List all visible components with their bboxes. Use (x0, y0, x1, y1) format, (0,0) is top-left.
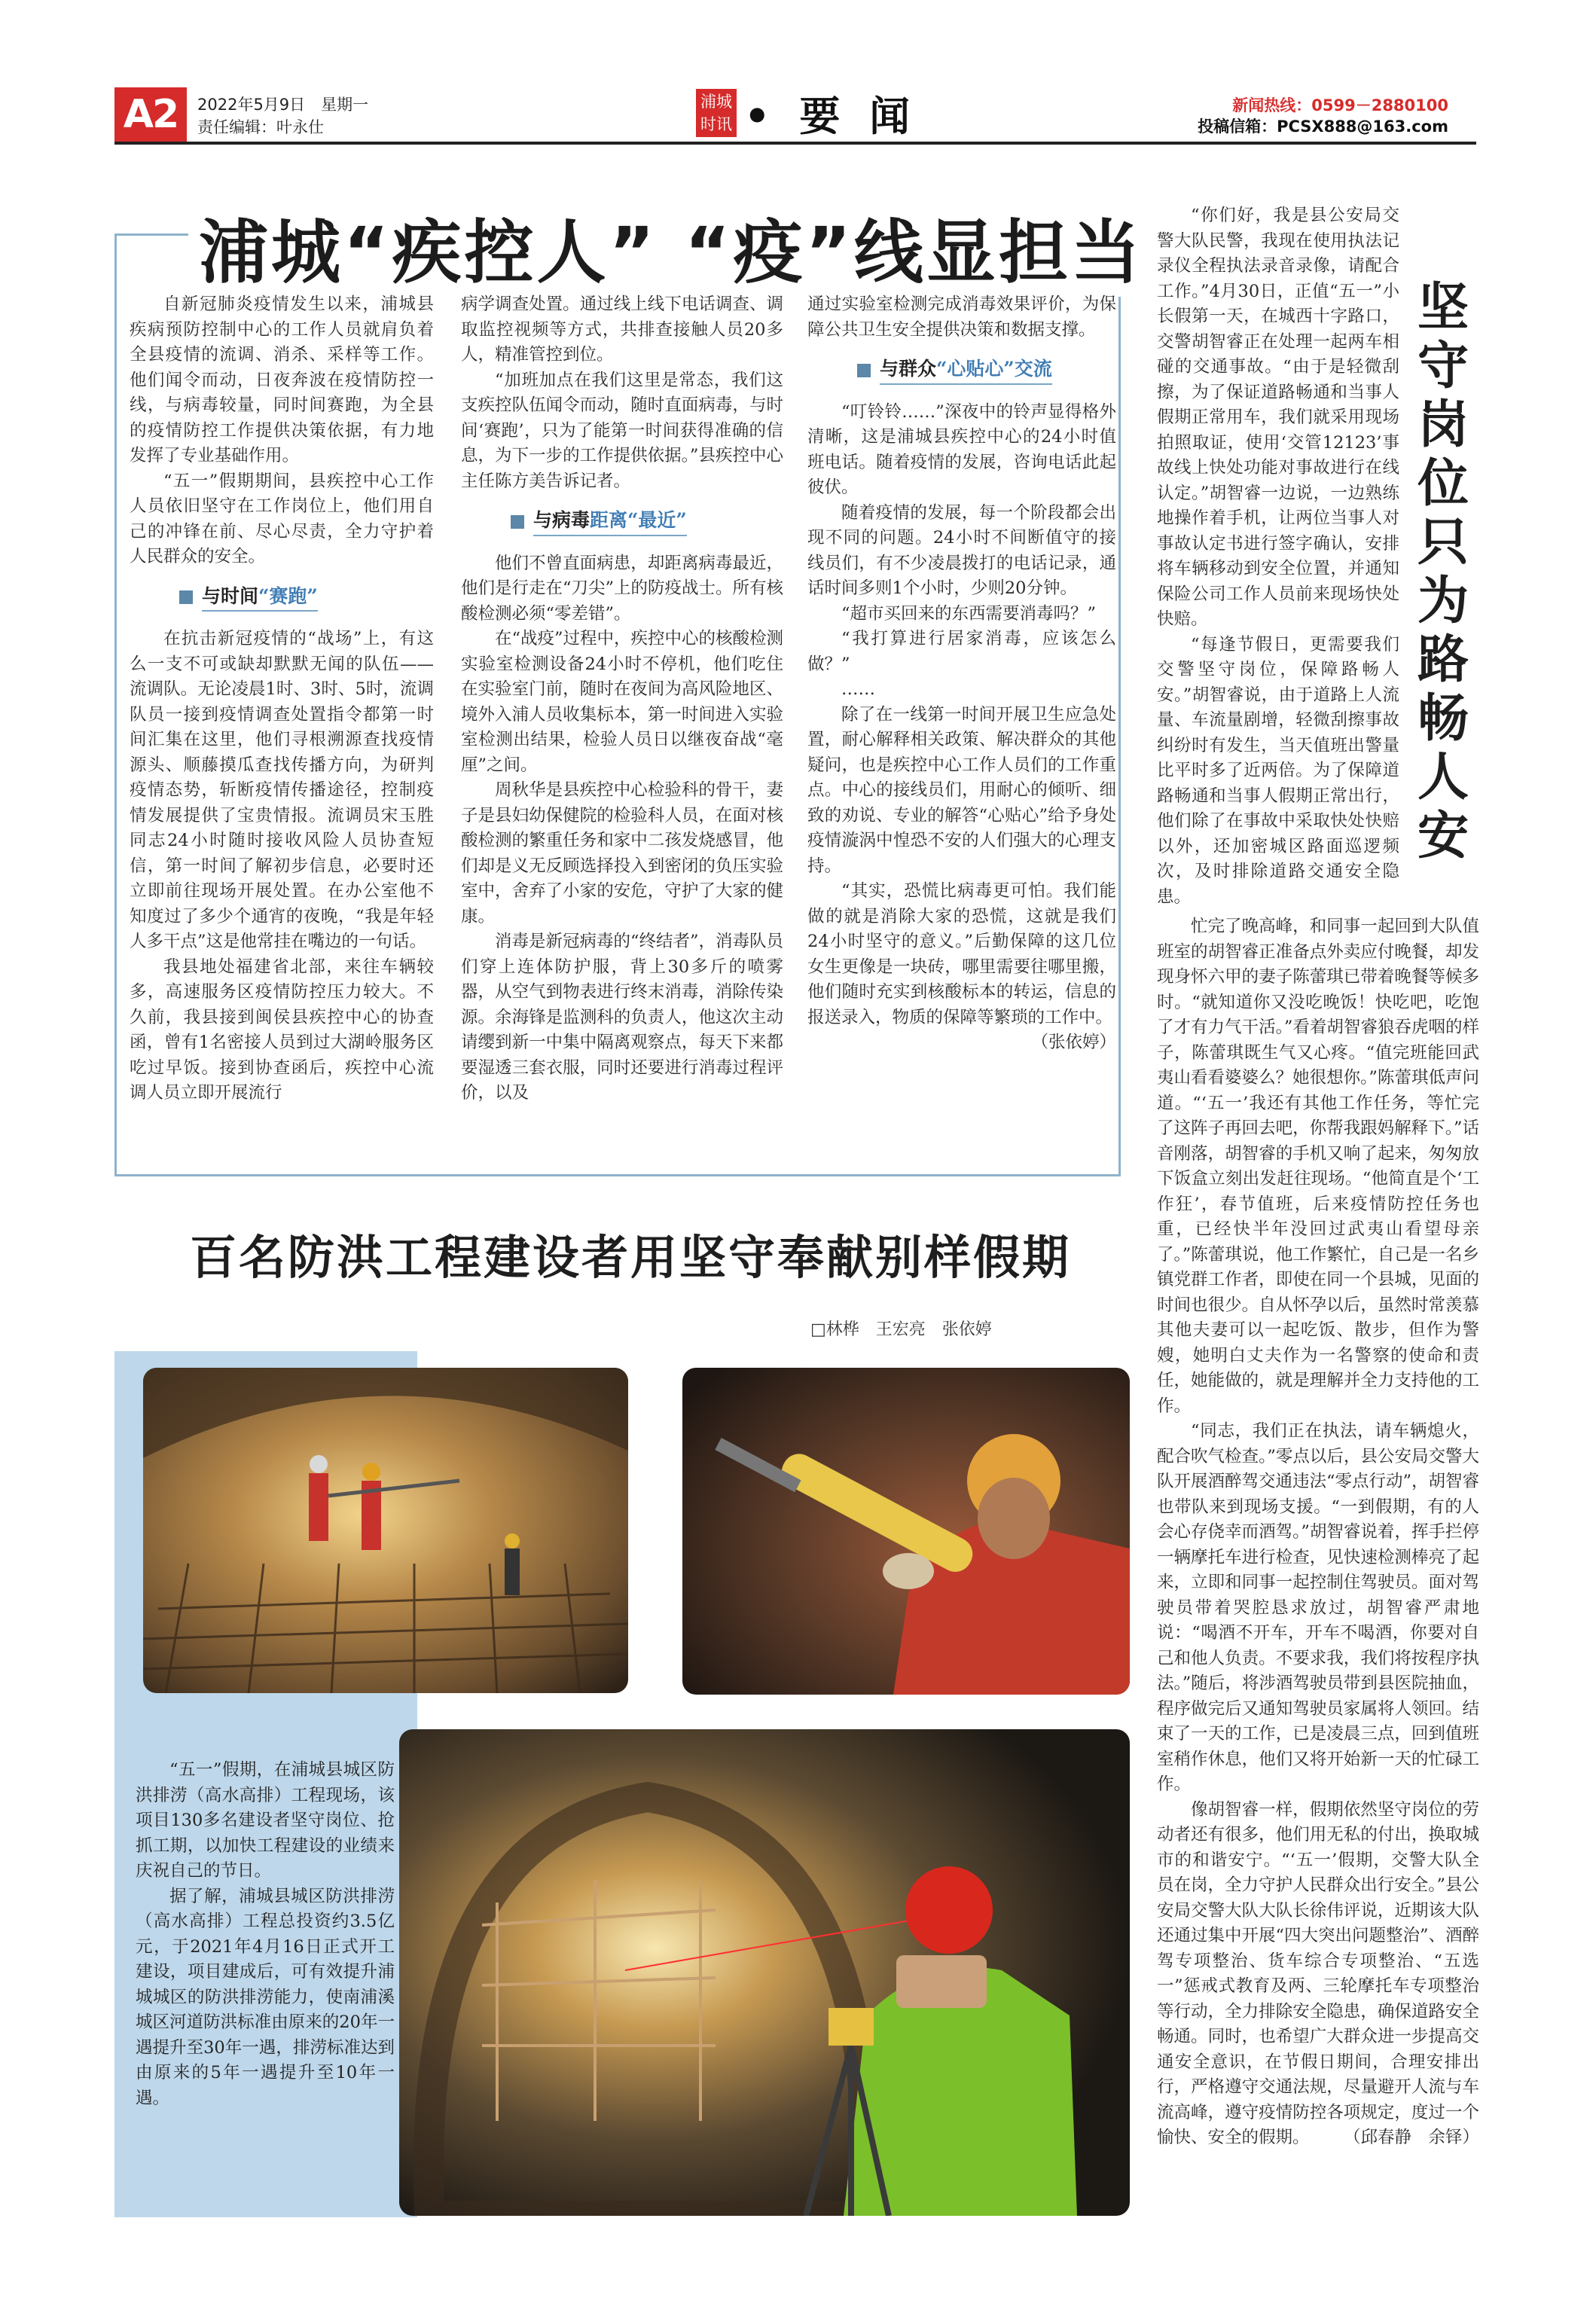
article-paragraph: “叮铃铃……”深夜中的铃声显得格外清晰，这是浦城县疾控中心的24小时值班电话。随着疫情的发展，咨询电话此起彼伏。 (807, 401, 1116, 497)
photo-tunnel-drilling (143, 1368, 628, 1693)
article-paragraph: “我打算进行居家消毒，应该怎么做？” (807, 629, 1116, 674)
story1-headline: 浦城“疾控人” “疫”线显担当 (188, 197, 1154, 297)
worker-drill-image (682, 1368, 1130, 1695)
caption-paragraph: 据了解，浦城县城区防洪排涝（高水高排）工程总投资约3.5亿元，于2021年4月16日正式开工建设，项目建成后，可有效提升浦城城区的防洪排涝能力，使南浦溪城区河道防洪标准由原来的20年一遇提升至30年一遇，排涝标准达到由原来的5年一遇提升至10年一遇。 (136, 1886, 395, 2108)
article-author: （张依婷） (1031, 1033, 1116, 1052)
story2-byline: □林桦 王宏亮 张依婷 (810, 1320, 992, 1339)
article-paragraph: 随着疫情的发展，每一个阶段都会出现不同的问题。24小时不间断值守的接线员们，有不少凌晨拨打的电话记录，通话时间多则1个小时，少则20分钟。 (807, 502, 1116, 598)
article-paragraph: 他们不曾直面病患，却距离病毒最近，他们是行走在“刀尖”上的防疫战士。所有核酸检测必须“零差错”。 (461, 553, 784, 624)
story1-column-3 (807, 292, 1116, 1056)
story3-column-upper (1157, 203, 1399, 910)
subheading-heart-to-heart (857, 356, 1116, 385)
article-paragraph: 消毒是新冠病毒的“终结者”，消毒队员们穿上连体防护服，背上30多斤的喷雾器，从空气到物表进行终末消毒，消除传染源。余海锋是监测科的负责人，他这次主动请缨到新一中集中隔离观察点，每天下来都要湿透三套衣服，同时还要进行消毒过程评价，以及 (461, 932, 784, 1103)
responsible-editor: 责任编辑：叶永仕 (197, 118, 324, 136)
article-paragraph: 在抗击新冠疫情的“战场”上，有这么一支不可或缺却默默无闻的队伍——流调队。无论凌晨1时、3时、5时，流调队员一接到疫情调查处置指令都第一时间汇集在这里，他们寻根溯源查找疫情源头、顺藤摸瓜查找传播方向，为研判疫情态势，斩断疫情传播途径，控制疫情发展提供了宝贵情报。流调员宋玉胜同志24小时随时接收风险人员协查短信，第一时间了解初步信息，必要时还立即前往现场开展处置。在办公室他不知度过了多少个通宵的夜晚，“我是年轻人多干点”这是他常挂在嘴边的一句话。 (130, 629, 434, 951)
article-paragraph: 除了在一线第一时间开展卫生应急处置，耐心解释相关政策、解决群众的其他疑问，也是疾控中心工作人员们的工作重点。中心的接线员们，用耐心的倾听、细致的劝说、专业的解答“心贴心”给予身处疫情漩涡中惶恐不安的人们强大的心理支持。 (807, 704, 1116, 876)
header-divider (114, 142, 1476, 145)
article-paragraph: 自新冠肺炎疫情发生以来，浦城县疾病预防控制中心的工作人员就肩负着全县疫情的流调、消杀、采样等工作。他们闻令而动，日夜奔波在疫情防控一线，与病毒较量，同时间赛跑，为全县的疫情防控工作提供决策依据，有力地发挥了专业基础作用。 (130, 294, 434, 465)
story1-column-2 (461, 292, 783, 1106)
article-paragraph: “其实，恐慌比病毒更可怕。我们能做的就是消除大家的恐慌，这就是我们24小时坚守的意义。”后勤保障的这几位女生更像是一块砖，哪里需要往哪里搬，他们随时充实到核酸标本的转运，信息的报送录入，物质的保障等繁琐的工作中。 （张依婷） (807, 879, 1116, 1030)
photo-caption (136, 1758, 395, 2111)
subheading-text: 与群众“心贴心”交流 (880, 356, 1052, 385)
section-title: • 要 闻 (744, 93, 918, 140)
brand-line-2: 时讯 (700, 115, 732, 133)
news-hotline: 新闻热线：0599－2880100 (1232, 96, 1448, 114)
tunnel-drilling-image (143, 1368, 628, 1693)
subheading-text: 与时间“赛跑” (202, 584, 318, 612)
photo-worker-drill (682, 1368, 1130, 1695)
article-paragraph: “超市买回来的东西需要消毒吗？” (841, 603, 1097, 624)
article-author: （邱春静 余铎） (1343, 2128, 1479, 2147)
tunnel-surveyor-image (399, 1729, 1130, 2216)
caption-paragraph: “五一”假期，在浦城县城区防洪排涝（高水高排）工程现场，该项目130多名建设者坚守岗位、抢抓工期，以加快工程建设的业绩来庆祝自己的节日。 (136, 1760, 395, 1881)
article-paragraph: “同志，我们正在执法，请车辆熄火，配合吹气检查。”零点以后，县公安局交警大队开展酒醉驾交通违法“零点行动”，胡智睿也带队来到现场支援。“一到假期，有的人会心存侥幸而酒驾。”胡智睿说着，挥手拦停一辆摩托车进行检查，见快速检测棒亮了起来，立即和同事一起控制住驾驶员。面对驾驶员带着哭腔恳求放过，胡智睿严肃地说：“喝酒不开车，开车不喝酒，你要对自己和他人负责。不要求我，我们将按程序执法。”随后，将涉酒驾驶员带到县医院抽血，程序做完后又通知驾驶员家属将人领回。结束了一天的工作，已是凌晨三点，回到值班室稍作休息，他们又将开始新一天的忙碌工作。 (1157, 1421, 1480, 1794)
story2-headline: 百名防洪工程建设者用坚守奉献别样假期 (190, 1230, 1072, 1285)
subheading-text: 与病毒距离“最近” (533, 508, 687, 536)
article-paragraph: 在“战疫”过程中，疾控中心的核酸检测实验室检测设备24小时不停机，他们吃住在实验室门前，随时在夜间为高风险地区、境外入浦人员收集标本，第一时间进入实验室检测出结果，检验人员日以继夜奋战“毫厘”之间。 (461, 629, 784, 775)
article-paragraph: “加班加点在我们这里是常态，我们这支疾控队伍闻令而动，随时直面病毒，与时间‘赛跑’，只为了能第一时间获得准确的信息，为下一步的工作提供依据。”县疾控中心主任陈方美告诉记者。 (461, 370, 783, 491)
subheading-square-icon (857, 364, 871, 377)
article-paragraph: …… (841, 679, 875, 699)
article-paragraph: 通过实验室检测完成消毒效果评价，为保障公共卫生安全提供决策和数据支撑。 (807, 294, 1116, 340)
newspaper-brand-logo (696, 89, 737, 137)
article-paragraph: “五一”假期期间，县疾控中心工作人员依旧坚守在工作岗位上，他们用自己的冲锋在前、尽心尽责，全力守护着人民群众的安全。 (130, 471, 434, 566)
brand-line-1: 浦城 (700, 93, 732, 111)
photo-tunnel-surveyor (399, 1729, 1130, 2216)
article-paragraph: 病学调查处置。通过线上线下电话调查、调取监控视频等方式，共排查接触人员20多人，精准管控到位。 (461, 294, 783, 365)
story3-column-lower (1157, 914, 1479, 2151)
article-paragraph: “每逢节假日，更需要我们交警坚守岗位，保障路畅人安。”胡智睿说，由于道路上人流量、车流量剧增，轻微刮擦事故纠纷时有发生，当天值班出警量比平时多了近两倍。为了保障道路畅通和当事人假期正常出行，他们除了在事故中采取快处快赔以外，还加密城区路面巡逻频次，及时排除道路交通安全隐患。 (1157, 634, 1399, 907)
subheading-time-race (179, 584, 434, 612)
article-paragraph: 周秋华是县疾控中心检验科的骨干，妻子是县妇幼保健院的检验科人员，在面对核酸检测的繁重任务和家中二孩发烧感冒，他们却是义无反顾选择投入到密闭的负压实验室中，舍弃了小家的安危，守护了大家的健康。 (461, 780, 783, 926)
issue-date: 2022年5月9日 星期一 (197, 96, 369, 114)
story1-column-1 (130, 292, 434, 1106)
subheading-square-icon (511, 515, 524, 529)
subheading-square-icon (179, 590, 193, 604)
subheading-virus-distance (511, 508, 783, 536)
article-paragraph: 忙完了晚高峰，和同事一起回到大队值班室的胡智睿正准备点外卖应付晚餐，却发现身怀六甲的妻子陈蕾琪已带着晚餐等候多时。“就知道你又没吃晚饭！快吃吧，吃饱了才有力气干活。”看着胡智睿狼吞虎咽的样子，陈蕾琪既生气又心疼。“值完班能回武夷山看看婆婆么？她很想你。”陈蕾琪低声问道。“‘五一’我还有其他工作任务，等忙完了这阵子再回去吧，你帮我跟妈解释下。”话音刚落，胡智睿的手机又响了起来，匆匆放下饭盒立刻出发赶往现场。“他简直是个‘工作狂’，春节值班，后来疫情防控任务也重，已经快半年没回过武夷山看望母亲了。”陈蕾琪说，他工作繁忙，自己是一名乡镇党群工作者，即使在同一个县城，见面的时间也很少。自从怀孕以后，虽然时常羡慕其他夫妻可以一起吃饭、散步，但作为警嫂，她明白丈夫作为一名警察的使命和责任，她能做的，就是理解并全力支持他的工作。 (1157, 917, 1479, 1416)
article-paragraph: “你们好，我是县公安局交警大队民警，我现在使用执法记录仪全程执法录音录像，请配合工作。”4月30日，正值“五一”小长假第一天，在城西十字路口，交警胡智睿正在处理一起两车相碰的交通事故。“由于是轻微刮擦，为了保证道路畅通和当事人假期正常用车，我们就采用现场拍照取证，使用‘交管12123’事故线上快处功能对事故进行在线认定。”胡智睿一边说，一边熟练地操作着手机，让两位当事人对事故认定书进行签字确认，安排将车辆移动到安全位置，并通知保险公司工作人员前来现场快处快赔。 (1157, 206, 1399, 629)
submission-email: 投稿信箱：PCSX888@163.com (1198, 117, 1448, 136)
story3-vertical-headline: 坚守岗位 只为路畅人安 (1417, 278, 1521, 866)
article-paragraph: 我县地处福建省北部，来往车辆较多，高速服务区疫情防控压力较大。不久前，我县接到闽侯县疾控中心的协查函，曾有1名密接人员到过大湖岭服务区吃过早饭。接到协查函后，疾控中心流调人员立即开展流行 (130, 957, 434, 1103)
article-paragraph: 像胡智睿一样，假期依然坚守岗位的劳动者还有很多，他们用无私的付出，换取城市的和谐安宁。“‘五一’假期，交警大队全员在岗，全力守护人民群众出行安全。”县公安局交警大队大队长徐伟评说，近期该大队还通过集中开展“四大突出问题整治”、酒醉驾专项整治、货车综合专项整治、“五选一”惩戒式教育及两、三轮摩托车专项整治等行动，全力排除安全隐患，确保道路安全畅通。同时，也希望广大群众进一步提高交通安全意识，在节假日期间，合理安排出行，严格遵守交通法规，尽量避开人流与车流高峰，遵守疫情防控各项规定，度过一个愉快、安全的假期。 （邱春静 余铎） (1157, 1798, 1479, 2151)
page-number-badge: A2 (114, 87, 187, 142)
